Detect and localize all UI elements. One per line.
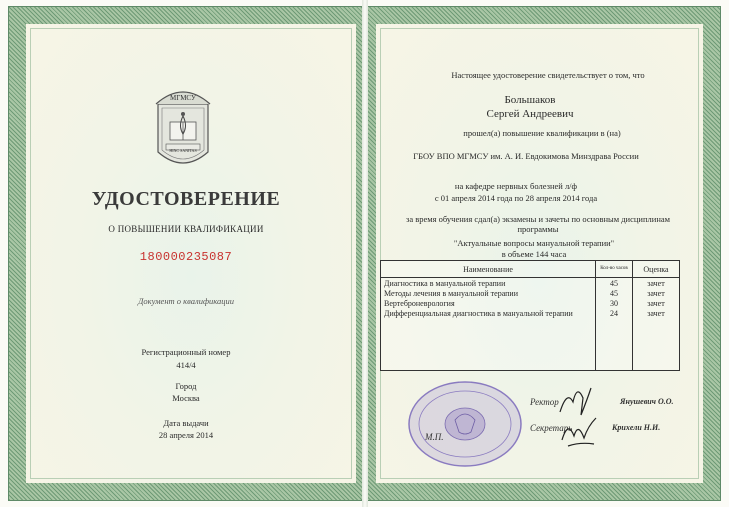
discipline-hours: 30: [596, 298, 633, 308]
disciplines-table: [380, 260, 680, 371]
emblem-text-top: МГМСУ: [170, 94, 196, 102]
col-header-hours: Кол-во часов: [596, 261, 633, 278]
serial-number: 180000235087: [139, 250, 233, 264]
document-type: Документ о квалификации: [137, 296, 235, 306]
discipline-hours: 24: [596, 308, 633, 318]
exams-text-line2: программы: [517, 224, 559, 234]
city-label: Город: [175, 381, 197, 391]
department-name: на кафедре нервных болезней л/ф: [454, 181, 578, 191]
secretary-signature-icon: [558, 412, 600, 452]
program-volume: в объеме 144 часа: [501, 249, 567, 259]
exams-text-line1: за время обучения сдал(а) экзамены и зачеты по основным дисциплинам: [405, 214, 671, 224]
study-period: с 01 апреля 2014 года по 28 апреля 2014 года: [434, 193, 598, 203]
document-subtitle: О ПОВЫШЕНИИ КВАЛИФИКАЦИИ: [108, 224, 264, 234]
col-header-grade: Оценка: [633, 261, 680, 278]
secretary-label: Секретарь: [530, 423, 573, 433]
table-row: [381, 278, 680, 289]
stamp-place-label: М.П.: [425, 432, 444, 442]
holder-surname: Большаков: [504, 94, 556, 106]
discipline-hours: 45: [596, 288, 633, 298]
table-row: [381, 288, 680, 298]
table-row: [381, 298, 680, 308]
document-title: УДОСТОВЕРЕНИЕ: [91, 188, 281, 210]
emblem-text-bottom: HINC SANITAS: [169, 148, 197, 153]
discipline-grade: зачет: [633, 308, 680, 318]
discipline-grade: зачет: [633, 298, 680, 308]
rector-label: Ректор: [530, 397, 559, 407]
table-row: [381, 308, 680, 318]
discipline-name: Диагностика в мануальной терапии: [381, 278, 596, 289]
reg-number-value: 414/4: [176, 360, 196, 370]
discipline-grade: зачет: [633, 278, 680, 289]
secretary-name: Крихели Н.И.: [612, 423, 661, 432]
issue-date-label: Дата выдачи: [163, 418, 209, 428]
page-fold: [362, 0, 368, 507]
discipline-name: Методы лечения в мануальной терапии: [381, 288, 596, 298]
program-title: "Актуальные вопросы мануальной терапии": [453, 238, 615, 248]
discipline-name: Вертеброневрология: [381, 298, 596, 308]
passed-text: прошел(а) повышение квалификации в (на): [463, 128, 621, 138]
reg-number-label: Регистрационный номер: [141, 347, 231, 357]
official-seal-icon: [405, 380, 525, 468]
intro-text: Настоящее удостоверение свидетельствует о том, что: [451, 70, 645, 80]
city-value: Москва: [172, 393, 200, 403]
rector-name: Янушевич О.О.: [620, 397, 674, 406]
holder-name: Сергей Андреевич: [486, 108, 574, 120]
discipline-name: Дифференциальная диагностика в мануальной терапии: [381, 308, 596, 318]
table-empty-row: [381, 318, 680, 371]
discipline-hours: 45: [596, 278, 633, 289]
discipline-grade: зачет: [633, 288, 680, 298]
institution-name: ГБОУ ВПО МГМСУ им. А. И. Евдокимова Минздрава России: [413, 151, 639, 161]
col-header-name: Наименование: [381, 261, 596, 278]
issue-date-value: 28 апреля 2014: [158, 430, 214, 440]
